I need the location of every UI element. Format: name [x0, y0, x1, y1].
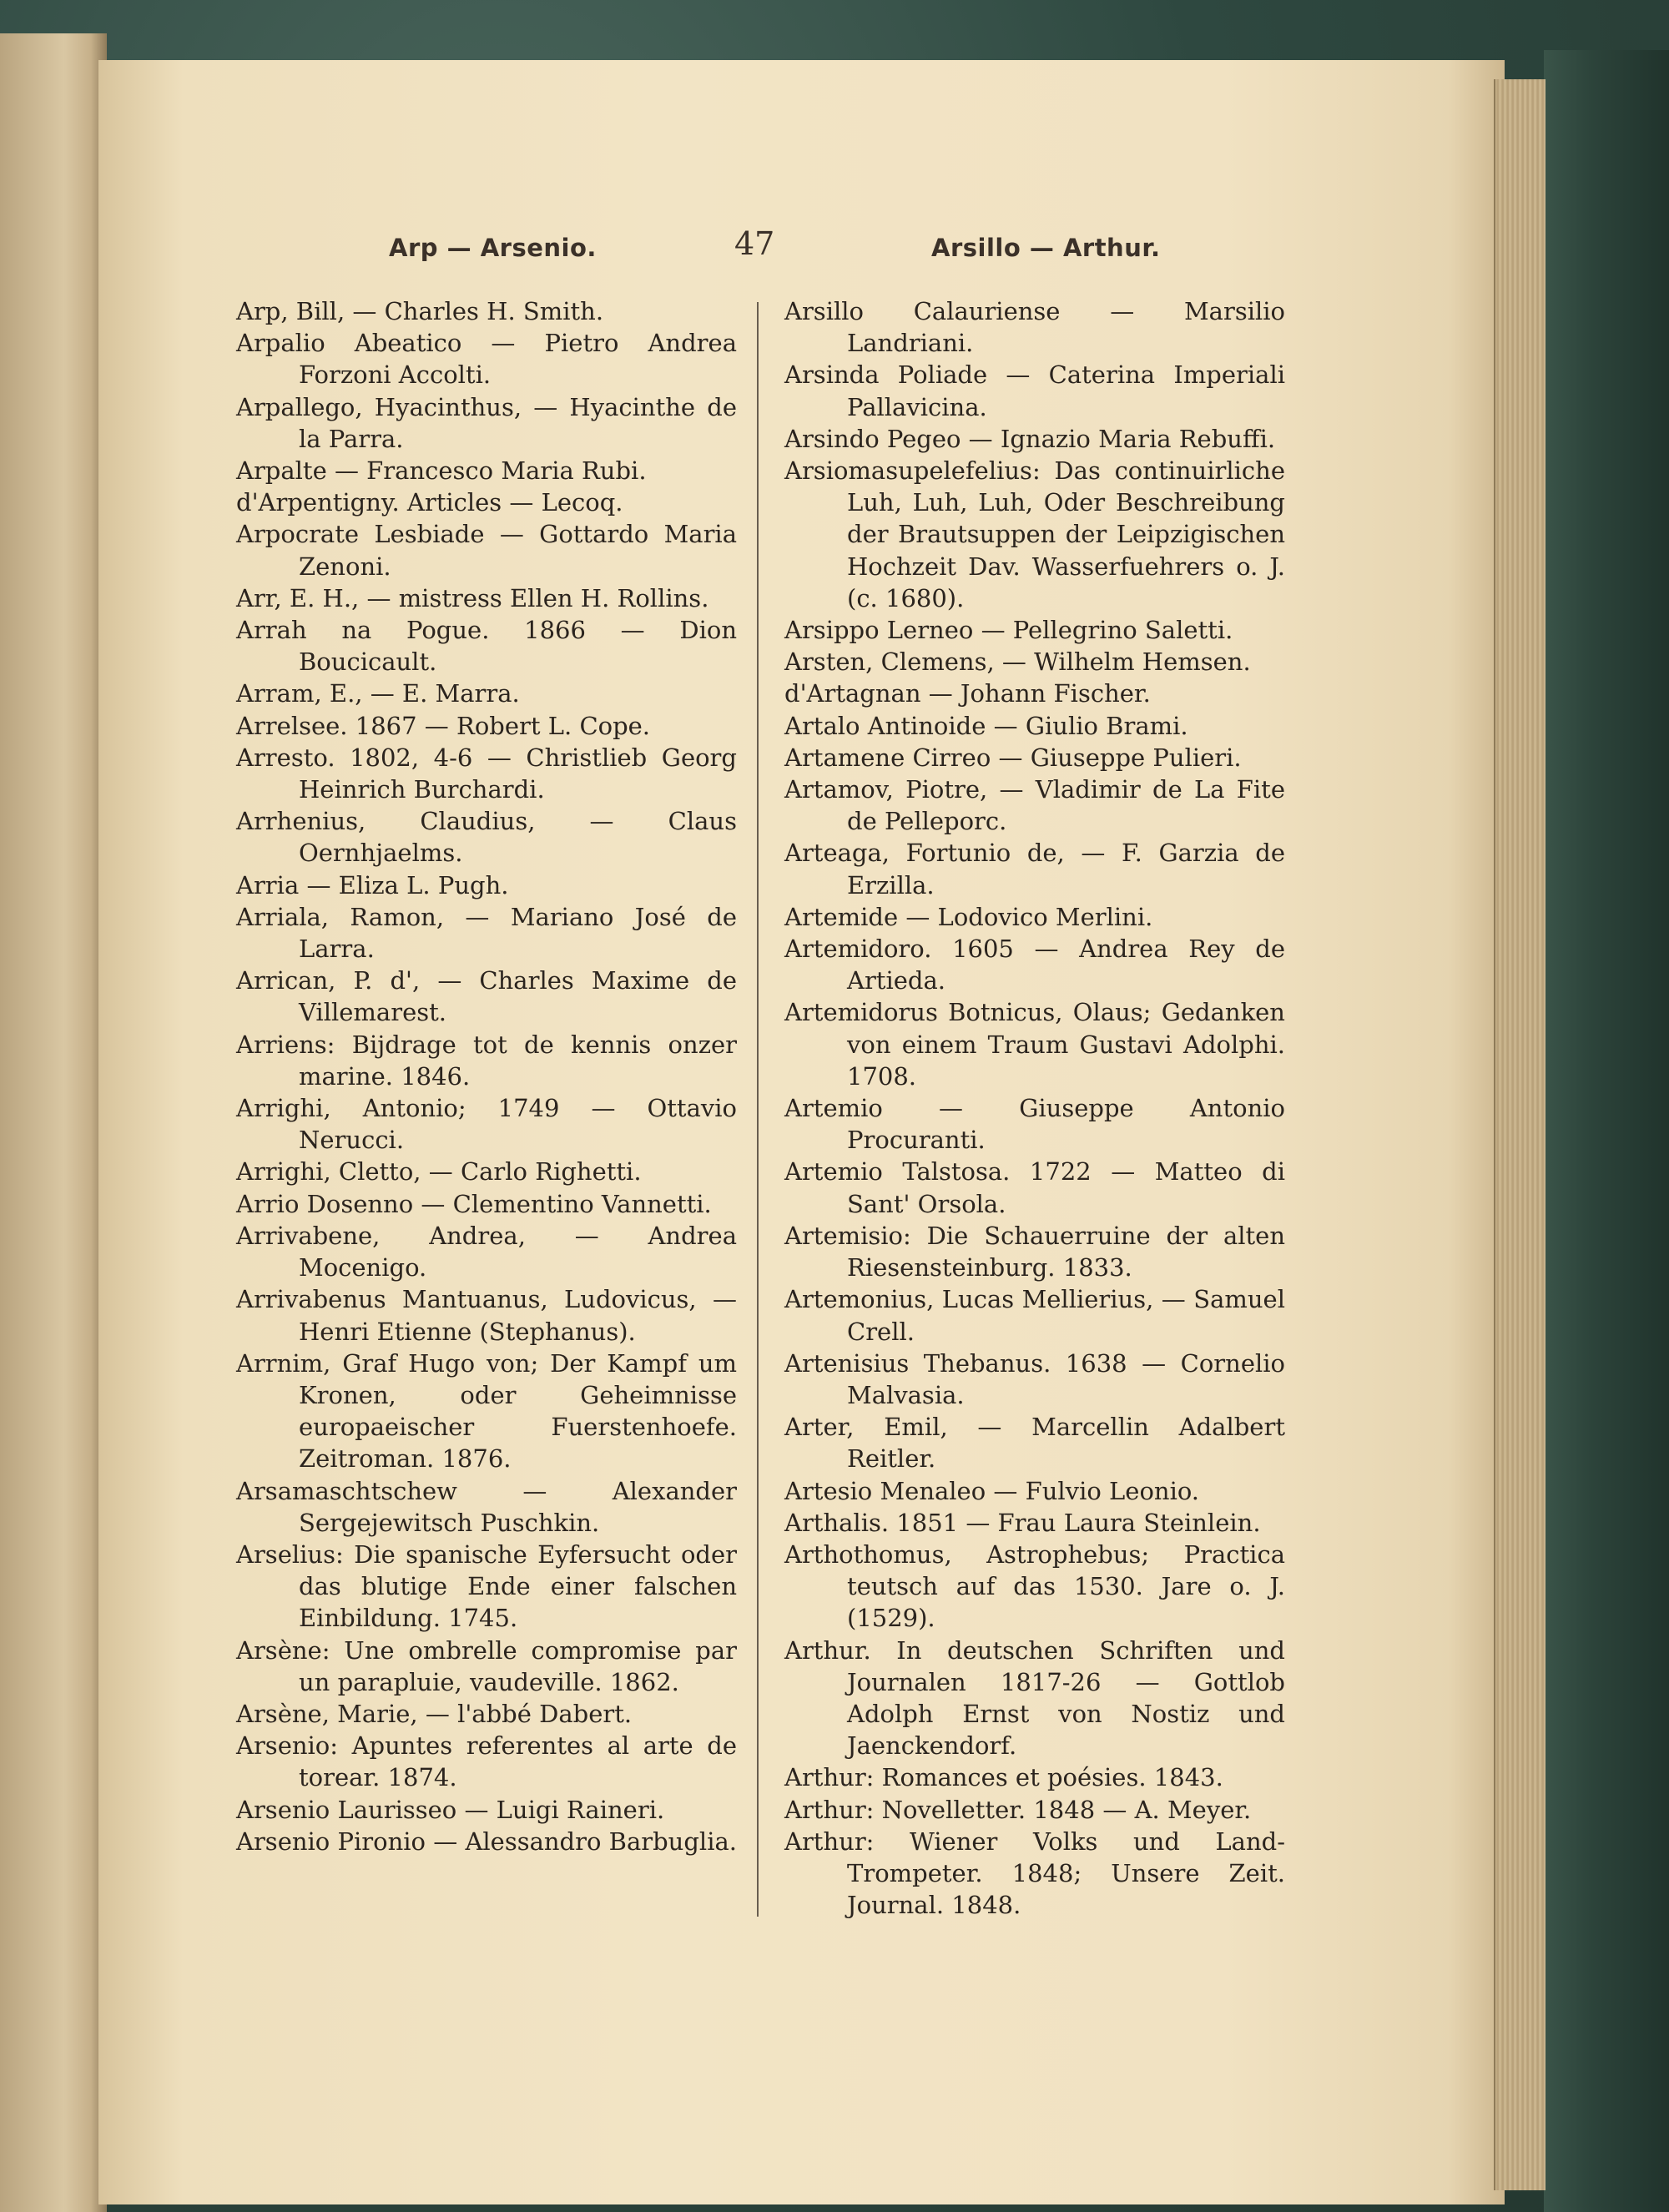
entry: Arriala, Ramon, — Mariano José de Larra.	[236, 902, 737, 964]
entry: d'Artagnan — Johann Fischer.	[784, 679, 1151, 708]
entry: Arsène: Une ombrelle compromise par un parapluie, vaudeville. 1862.	[236, 1635, 737, 1696]
entry: Arrighi, Antonio; 1749 — Ottavio Nerucci.	[236, 1094, 737, 1155]
entry: Arresto. 1802, 4-6 — Christlieb Georg Heinrich Burchardi.	[236, 743, 737, 804]
entry: Arsenio Pironio — Alessandro Barbuglia.	[236, 1827, 737, 1856]
entry: Arpocrate Lesbiade — Gottardo Maria Zenoni.	[236, 520, 737, 581]
entry: Artemonius, Lucas Mellierius, — Samuel Crell.	[784, 1285, 1285, 1346]
entry: Arthur: Romances et poésies. 1843.	[784, 1763, 1223, 1792]
entry: Arp, Bill, — Charles H. Smith.	[236, 297, 604, 325]
entry: Arthur. In deutschen Schriften und Journalen 1817-26 — Gottlob Adolph Ernst von Nostiz und Jaenckendorf.	[784, 1635, 1285, 1761]
entry: Artemio Talstosa. 1722 — Matteo di Sant' Orsola.	[784, 1157, 1285, 1218]
facing-page-edge	[0, 33, 107, 2212]
running-head-left: Arp — Arsenio.	[389, 234, 597, 262]
entry: Artesio Menaleo — Fulvio Leonio.	[784, 1476, 1200, 1505]
entry: Arpalio Abeatico — Pietro Andrea Forzoni Accolti.	[236, 329, 737, 390]
right-column	[784, 295, 1285, 1921]
entry: Artamov, Piotre, — Vladimir de La Fite de Pelleporc.	[784, 775, 1285, 836]
entry: Artemidoro. 1605 — Andrea Rey de Artieda.	[784, 935, 1285, 995]
entry: Arsenio Laurisseo — Luigi Raineri.	[236, 1795, 665, 1824]
entry: Artemio — Giuseppe Antonio Procuranti.	[784, 1094, 1285, 1155]
entry: Arrelsee. 1867 — Robert L. Cope.	[236, 711, 651, 740]
entry: Arthur: Wiener Volks und Land-Trompeter. 1848; Unsere Zeit. Journal. 1848.	[784, 1827, 1285, 1920]
entry: Artemide — Lodovico Merlini.	[784, 902, 1153, 931]
entry: Arsiomasupelefelius: Das continuirliche Luh, Luh, Luh, Oder Beschreibung der Brautsuppen der Leipzigischen Hochzeit Dav. Wasserfuehrers o. J. (c. 1680).	[784, 456, 1285, 612]
entry: Arthothomus, Astrophebus; Practica teutsch auf das 1530. Jare o. J. (1529).	[784, 1539, 1285, 1633]
entry: Arthur: Novelletter. 1848 — A. Meyer.	[784, 1795, 1252, 1824]
entry: Arrio Dosenno — Clementino Vannetti.	[236, 1189, 712, 1218]
entry: d'Arpentigny. Articles — Lecoq.	[236, 488, 623, 517]
entry: Arrah na Pogue. 1866 — Dion Boucicault.	[236, 616, 737, 677]
entry: Arrnim, Graf Hugo von; Der Kampf um Kronen, oder Geheimnisse europaeischer Fuerstenhoefe. Zeitroman. 1876.	[236, 1348, 737, 1474]
entry: Arteaga, Fortunio de, — F. Garzia de Erzilla.	[784, 839, 1285, 899]
left-column	[236, 295, 737, 1857]
entry: Artenisius Thebanus. 1638 — Cornelio Malvasia.	[784, 1348, 1285, 1409]
page-stack-edge	[1494, 79, 1545, 2190]
page-number: 47	[734, 225, 775, 262]
book-spine	[1544, 50, 1669, 2212]
entry: Arpallego, Hyacinthus, — Hyacinthe de la Parra.	[236, 392, 737, 453]
entry: Arsten, Clemens, — Wilhelm Hemsen.	[784, 647, 1251, 677]
entry: Arrican, P. d', — Charles Maxime de Villemarest.	[236, 966, 737, 1027]
entry: Arrighi, Cletto, — Carlo Righetti.	[236, 1157, 642, 1187]
entry: Arrivabenus Mantuanus, Ludovicus, — Henri Etienne (Stephanus).	[236, 1285, 737, 1346]
entry: Arsenio: Apuntes referentes al arte de torear. 1874.	[236, 1731, 737, 1792]
entry: Arthalis. 1851 — Frau Laura Steinlein.	[784, 1508, 1261, 1537]
entry: Arr, E. H., — mistress Ellen H. Rollins.	[236, 583, 709, 612]
entry: Artemidorus Botnicus, Olaus; Gedanken von einem Traum Gustavi Adolphi. 1708.	[784, 998, 1285, 1091]
entry: Arram, E., — E. Marra.	[236, 679, 520, 708]
entry: Arsippo Lerneo — Pellegrino Saletti.	[784, 616, 1233, 645]
entry: Arter, Emil, — Marcellin Adalbert Reitler.	[784, 1413, 1285, 1474]
entry: Artalo Antinoide — Giulio Brami.	[784, 711, 1188, 740]
entry: Arrhenius, Claudius, — Claus Oernhjaelms.	[236, 807, 737, 868]
entry: Arria — Eliza L. Pugh.	[236, 870, 509, 899]
entry: Arsillo Calauriense — Marsilio Landriani.	[784, 297, 1285, 358]
entry: Arriens: Bijdrage tot de kennis onzer marine. 1846.	[236, 1030, 737, 1091]
column-divider	[757, 302, 759, 1917]
entry: Arselius: Die spanische Eyfersucht oder das blutige Ende einer falschen Einbildung. 1745.	[236, 1539, 737, 1633]
entry: Artemisio: Die Schauerruine der alten Riesensteinburg. 1833.	[784, 1221, 1285, 1282]
entry: Arsène, Marie, — l'abbé Dabert.	[236, 1699, 633, 1728]
entry: Arrivabene, Andrea, — Andrea Mocenigo.	[236, 1221, 737, 1282]
entry: Arpalte — Francesco Maria Rubi.	[236, 456, 647, 486]
running-head-right: Arsillo — Arthur.	[931, 234, 1161, 262]
entry: Arsamaschtschew — Alexander Sergejewitsch Puschkin.	[236, 1476, 737, 1537]
entry: Artamene Cirreo — Giuseppe Pulieri.	[784, 743, 1242, 772]
entry: Arsindo Pegeo — Ignazio Maria Rebuffi.	[784, 424, 1276, 453]
entry: Arsinda Poliade — Caterina Imperiali Pallavicina.	[784, 360, 1285, 421]
